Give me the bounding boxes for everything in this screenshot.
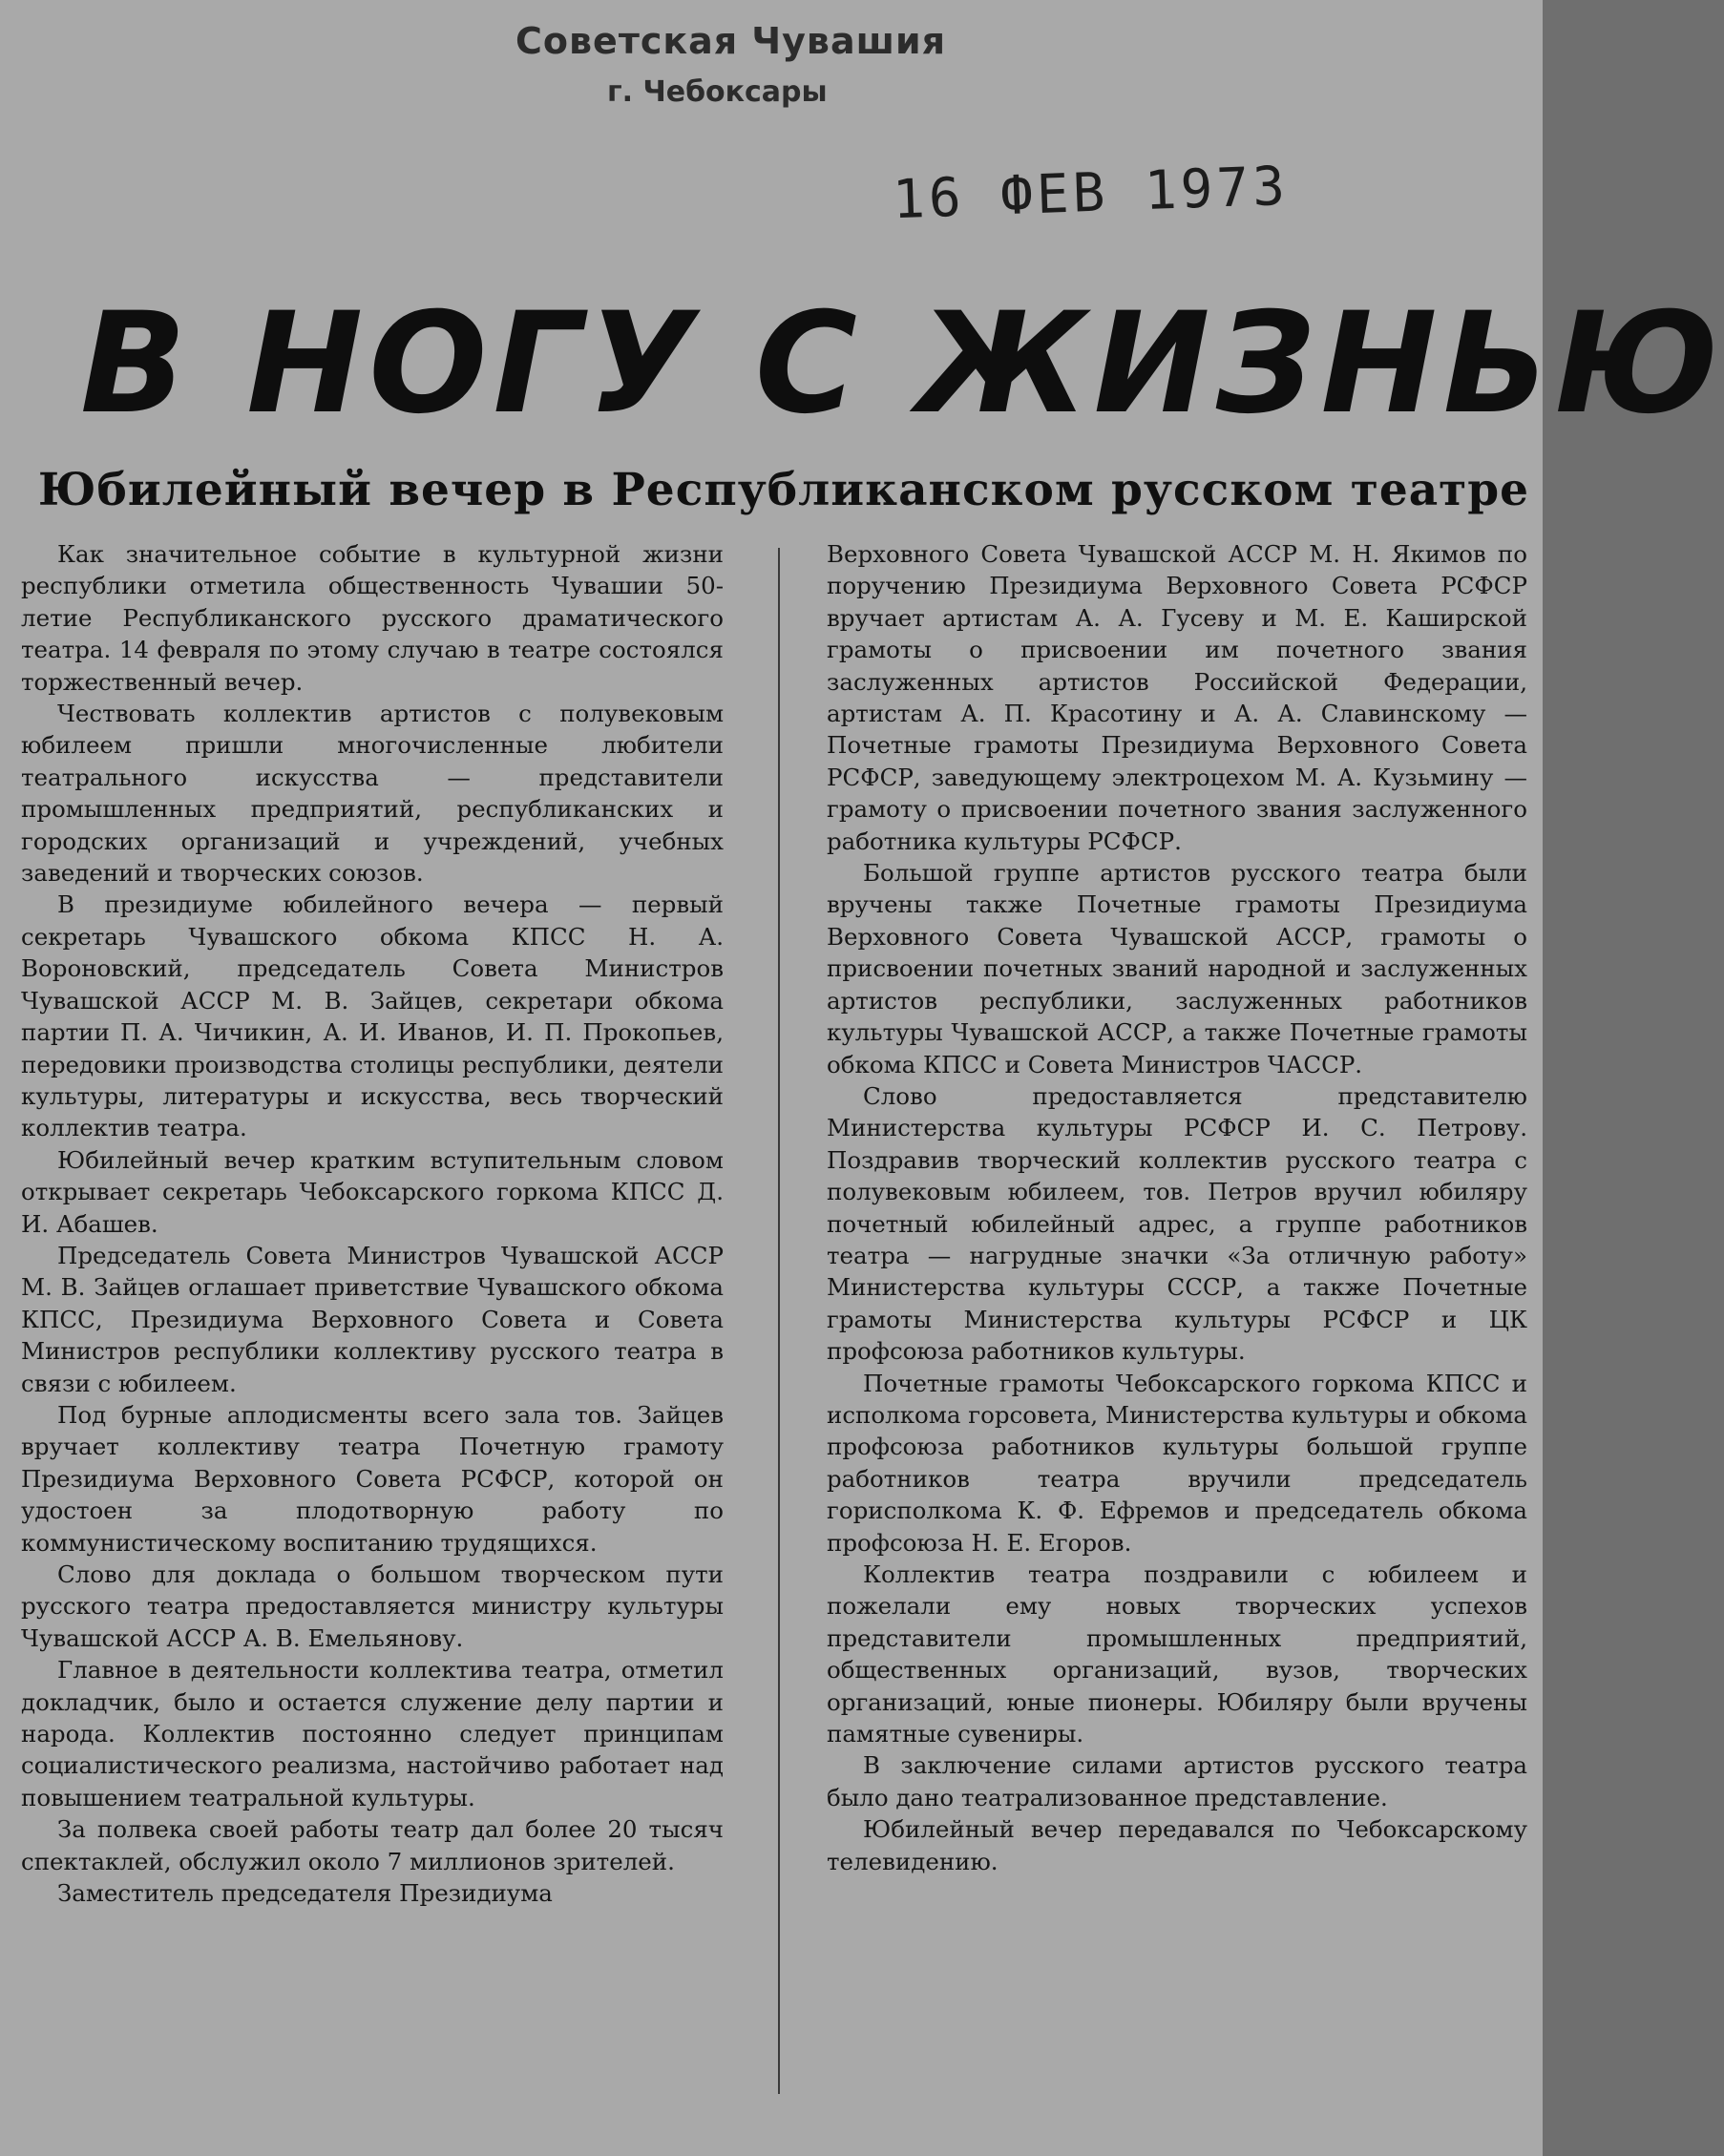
paragraph: Верховного Совета Чувашской АССР М. Н. Якимов по поручению Президиума Верховного Совета РСФСР вручает артистам А. А. Гусеву и М. Е. Каширской грамоты о присвоении им почетного звания заслуженных артистов Российской Федерации, артистам А. П. Красотину и А. А. Славинскому — Почетные грамоты Президиума Верховного Совета РСФСР, заведующему электроцехом М. А. Кузьмину — грамоту о присвоении почетного звания заслуженного работника культуры РСФСР.: [827, 540, 1527, 855]
paragraph: Слово предоставляется представителю Министерства культуры РСФСР И. С. Петрову. Поздравив творческий коллектив русского театра с полувековым юбилеем, тов. Петров вручил юбиляру почетный юбилейный адрес, а группе работников театра — нагрудные значки «За отличную работу» Министерства культуры СССР, а также Почетные грамоты Министерства культуры РСФСР и ЦК профсоюза работников культуры.: [827, 1081, 1527, 1366]
paragraph: Председатель Совета Министров Чувашской АССР М. В. Зайцев оглашает приветствие Чувашского обкома КПСС, Президиума Верховного Совета и Совета Министров республики коллективу русского театра в связи с юбилеем.: [21, 1241, 724, 1397]
article-headline: В НОГУ С ЖИЗНЬЮ: [80, 283, 1724, 445]
paragraph: Юбилейный вечер кратким вступительным словом открывает секретарь Чебоксарского горкома КПСС Д. И. Абашев.: [21, 1145, 724, 1238]
paragraph: Юбилейный вечер передавался по Чебоксарскому телевидению.: [827, 1815, 1527, 1875]
paragraph: В президиуме юбилейного вечера — первый секретарь Чувашского обкома КПСС Н. А. Вороновский, председатель Совета Министров Чувашской АССР М. В. Зайцев, секретари обкома партии П. А. Чичикин, А. И. Иванов, И. П. Прокопьев, передовики производства столицы республики, деятели культуры, литературы и искусства, весь творческий коллектив театра.: [21, 890, 724, 1142]
article-left-column: [21, 538, 724, 1909]
paragraph: Чествовать коллектив артистов с полувековым юбилеем пришли многочисленные любители театрального искусства — представители промышленных предприятий, республиканских и городских организаций и учреждений, учебных заведений и творческих союзов.: [21, 700, 724, 888]
paragraph: Большой группе артистов русского театра были вручены также Почетные грамоты Президиума Верховного Совета Чувашской АССР, грамоты о присвоении почетных званий народной и заслуженных артистов республики, заслуженных работников культуры Чувашской АССР, а также Почетные грамоты обкома КПСС и Совета Министров ЧАССР.: [827, 859, 1527, 1078]
paragraph: Заместитель председателя Президиума: [57, 1879, 553, 1908]
paragraph: Как значительное событие в культурной жизни республики отметила общественность Чувашии 50-летие Республиканского русского драматического театра. 14 февраля по этому случаю в театре состоялся торжественный вечер.: [21, 540, 724, 696]
date-stamp: 16 ФЕВ 1973: [891, 155, 1290, 232]
newspaper-name: Советская Чувашия: [515, 20, 946, 62]
paragraph: За полвека своей работы театр дал более 20 тысяч спектаклей, обслужил около 7 миллионов зрителей.: [21, 1815, 724, 1875]
paragraph: Почетные грамоты Чебоксарского горкома КПСС и исполкома горсовета, Министерства культуры и обкома профсоюза работников культуры большой группе работников театра вручили председатель горисполкома К. Ф. Ефремов и председатель обкома профсоюза Н. Е. Егоров.: [827, 1369, 1527, 1557]
paragraph: Главное в деятельности коллектива театра, отметил докладчик, было и остается служение делу партии и народа. Коллектив постоянно следует принципам социалистического реализма, настойчиво работает над повышением театральной культуры.: [21, 1656, 724, 1811]
paragraph: Слово для доклада о большом творческом пути русского театра предоставляется министру культуры Чувашской АССР А. В. Емельянову.: [21, 1560, 724, 1652]
article-subheadline: Юбилейный вечер в Республиканском русском театре: [38, 464, 1530, 516]
column-divider: [778, 548, 780, 2094]
newspaper-city: г. Чебоксары: [607, 75, 828, 109]
article-right-column: [827, 538, 1527, 1877]
paragraph: Коллектив театра поздравили с юбилеем и пожелали ему новых творческих успехов представители промышленных предприятий, общественных организаций, вузов, творческих организаций, юные пионеры. Юбиляру были вручены памятные сувениры.: [827, 1560, 1527, 1748]
paragraph: В заключение силами артистов русского театра было дано театрализованное представление.: [827, 1751, 1527, 1811]
paragraph: Под бурные аплодисменты всего зала тов. Зайцев вручает коллективу театра Почетную грамоту Президиума Верховного Совета РСФСР, которой он удостоен за плодотворную работу по коммунистическому воспитанию трудящихся.: [21, 1400, 724, 1557]
